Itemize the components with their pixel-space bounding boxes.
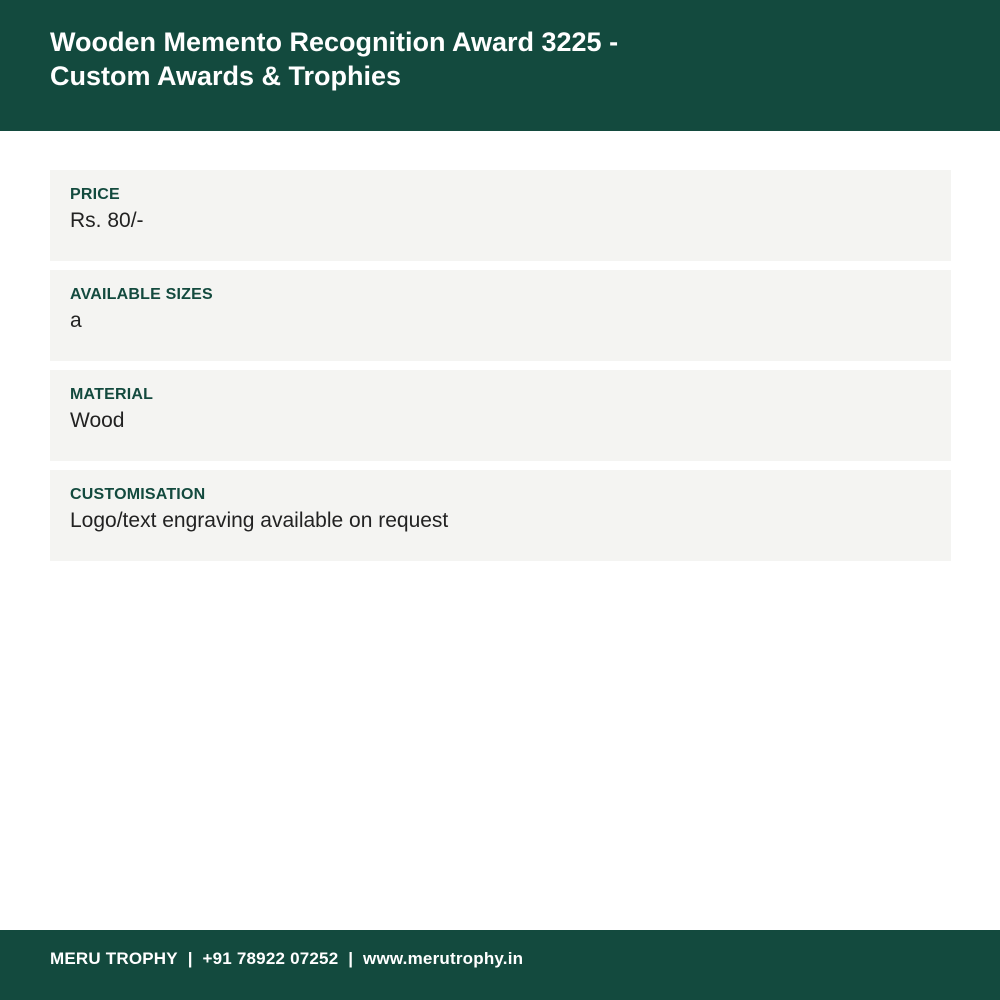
detail-card-material — [50, 370, 951, 461]
footer-website-link[interactable]: www.merutrophy.in — [363, 949, 524, 968]
detail-card-customisation — [50, 470, 951, 561]
product-details — [50, 170, 951, 570]
footer-brand: MERU TROPHY — [50, 949, 178, 968]
customisation-label: CUSTOMISATION — [70, 486, 206, 503]
header-banner — [0, 0, 1000, 131]
footer-separator: | — [187, 949, 193, 968]
detail-card-sizes — [50, 270, 951, 361]
footer-phone[interactable]: +91 78922 07252 — [202, 949, 339, 968]
page-title: Wooden Memento Recognition Award 3225 - Custom Awards & Trophies — [50, 27, 619, 91]
sizes-label: AVAILABLE SIZES — [70, 286, 213, 303]
sizes-value: a — [70, 309, 82, 332]
detail-card-price — [50, 170, 951, 261]
material-label: MATERIAL — [70, 386, 154, 403]
footer-bar — [0, 930, 1000, 1000]
material-value: Wood — [70, 409, 125, 432]
price-label: PRICE — [70, 186, 120, 203]
price-value: Rs. 80/- — [70, 209, 144, 232]
footer-separator: | — [348, 949, 354, 968]
customisation-value: Logo/text engraving available on request — [70, 509, 449, 532]
